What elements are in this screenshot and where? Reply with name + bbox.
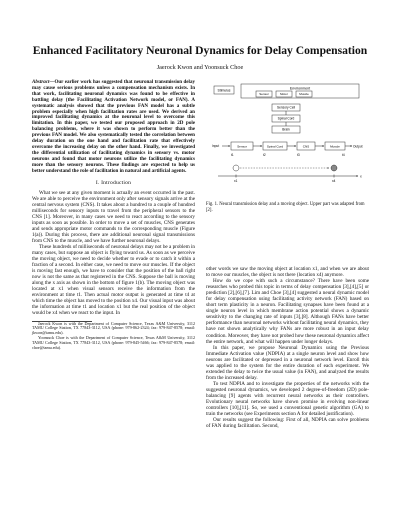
section-heading-introduction: I. Introduction bbox=[95, 179, 132, 186]
body-paragraph: In this paper, we propose Neuronal Dynamics using the Previous Immediate Activation value (NDPIA) at a single neuron level and show how neurons are facilitated or depressed in a neuronal network level. Enroll this was applied to the system for the entire duration of each experiment. We extended the delay to twice the usual value (in FAN), and analyzed the results from the increased delay. bbox=[206, 344, 369, 381]
time-label-t4: t4 bbox=[342, 153, 345, 157]
body-paragraph: To test NDPIA and to investigate the properties of the networks with the suggested neuronal dynamics, we developed 2 degree-of-freedom (2D) pole-balancing [9] agents with recurrent neural networks as their controllers. Evolutionary neural networks have shown promise in evolving non-linear controllers [10],[11]. So, we used a conventional genetic algorithm (GA) to train the networks (see Experiments section A for detailed justification). bbox=[206, 380, 369, 418]
spinal-cord-label: Spinal Cord bbox=[277, 116, 295, 121]
pipeline-spinal-label: Spinal Cord bbox=[266, 144, 284, 149]
pipeline-cns-label: CNS bbox=[302, 144, 310, 149]
pipeline-muscle-label: Muscle bbox=[330, 144, 340, 149]
paper-title: Enhanced Facilitatory Neuronal Dynamics for Delay Compensation bbox=[32, 44, 368, 57]
figure-1-caption: Fig. 1. Neural transmission delay and a moving object. Upper part was adapted from [2]. bbox=[206, 202, 365, 213]
figure-1-diagram bbox=[206, 80, 369, 198]
body-paragraph: These hundreds of milliseconds of neuronal delays may not be a problem in many cases, but suppose an object is flying toward us. As soon as we perceive the moving object, we need to decide whether to evade or to catch it within a fraction of a second. In either case, we need to move our muscles. If the object is moving fast enough, we have to consider that the position of the ball right now is not the same as that registered in the CNS. Suppose the ball is moving along the x axis as shown in the bottom of figure 1(b). The moving object was located at x1 when visual sensors receive the information from the environment at time t1. Then actual motor output is generated at time t4 at which time the object has moved to the position x4. Our visual input was about the information at time t1 and location x1 but the real position of the object would be x4 when we react to the input. In bbox=[32, 243, 195, 317]
abstract-lead: Abstract bbox=[32, 79, 50, 85]
footnote: Yoonsuck Choe is with the Department of Computer Science, Texas A&M University, 3112 TAMU College Station, TX 77843-3112, USA (phone: 979-845-5466; fax: 979-847-8578; email: choe@tamu.edu). bbox=[32, 335, 195, 351]
left-column bbox=[32, 80, 195, 351]
paper-authors: Jaerock Kwon and Yoonsuck Choe bbox=[156, 64, 244, 71]
abstract-body: —Our earlier work has suggested that neuronal transmission delay may cause serious problems unless a compensation mechanism exists. In that work, facilitating neuronal dynamics was found to be effective in battling delay (the Facilitating Activation Network model, or FAN). A systematic analysis showed that the previous FAN model has a subtle problem especially when high facilitation rates are used. We derived an improved facilitating dynamics at the neuronal level to overcome this limitation. In this paper, we tested our proposed approach in 2D pole balancing problems, where it was shown to perform better than the previous FAN model. We also systematically tested the correlation between delay duration on the one hand and facilitation rate that effectively overcome the increasing delay on the other hand. Finally, we investigated the differential utilization of facilitating dynamics in sensory vs. motor neurons and found that motor neurons utilize the facilitating dynamics more than the sensory neurons. These findings are expected to help us better understand the role of facilitation in natural and artificial agents. bbox=[32, 79, 195, 174]
figure-1 bbox=[206, 80, 369, 198]
stimulus-label: Stimulus bbox=[217, 88, 231, 93]
environment-label: Environment bbox=[289, 86, 311, 91]
right-column-body bbox=[206, 266, 369, 429]
brain-label: Brain bbox=[282, 127, 290, 132]
body-paragraph: What we see at any given moment is actually an event occurred in the past. We are able to perceive the environment only after sensory signals arrive at the central nervous system (CNS). It takes about a hundred to a couple of hundred milliseconds for sensory inputs to travel from the peripheral sensors to the CNS [1]. Moreover, in many cases we need to react according to the sensory inputs as soon as possible. In order to move a set of muscles, CNS generates and sends appropriate motor commands to the corresponding muscle (Figure 1(a)). During this process, there are additional neuronal signal transmissions from CNS to the muscle, and we have further neuronal delays. bbox=[32, 189, 195, 244]
body-paragraph: other words we saw the moving object at location x1, and when we are about to move our muscles, the object is not there (location x4) anymore. bbox=[206, 266, 369, 279]
x4-label: x4 bbox=[332, 179, 336, 183]
time-label-t3: t3 bbox=[297, 153, 300, 157]
sensory-cell-label: Sensory Cell bbox=[276, 105, 296, 110]
abstract bbox=[32, 80, 195, 175]
time-label-t2: t2 bbox=[263, 153, 266, 157]
input-label: Input bbox=[212, 144, 220, 148]
body-paragraph: Our results suggest the following: First of all, NDPIA can solve problems of FAN during facilitation. Second, bbox=[206, 417, 369, 430]
object-at-x4 bbox=[331, 165, 337, 171]
time-label-t1: t1 bbox=[231, 153, 234, 157]
x1-label: x1 bbox=[234, 179, 238, 183]
pipeline-sensor-label: Sensor bbox=[237, 144, 247, 149]
x-axis-label: x bbox=[360, 174, 362, 179]
sensor-label: Sensor bbox=[259, 92, 269, 97]
right-column-figure bbox=[206, 80, 369, 221]
footnote: Jaerock Kwon is with the Department of Computer Science, Texas A&M University, 3112 TAMU College Station, TX 77843-3112, USA (phone: 979-862-2324; fax: 979-847-8578; email: jkwon@tamu.edu). bbox=[32, 320, 195, 336]
muscle-label: Muscle bbox=[299, 92, 309, 97]
motor-label: Motor bbox=[280, 92, 288, 97]
body-paragraph: How do we cope with such a circumstance? There have been some researches who probed this topic in terms of delay compensation [3],[4],[5] or prediction [2],[6],[7]. Lim and Choe [3],[4] suggested a neural dynamic model for delay compensation using facilitating activity network (FAN) based on short term plasticity in a neuron. Facilitating synapses have been found at a single neuron level in which membrane action potential shows a dynamic sensitivity to the changing rate of inputs [3],[8]. Although FANs have better performance than neuronal networks without facilitating neural dynamics, they have not shown analytically why FANs are more robust in an input delay condition. Moreover, they have not probed how these neuronal dynamics affect the entire network, and what will happen under longer delays. bbox=[206, 278, 370, 345]
object-at-x1 bbox=[233, 165, 239, 171]
output-label: Output bbox=[353, 144, 363, 149]
footnotes bbox=[32, 322, 195, 351]
